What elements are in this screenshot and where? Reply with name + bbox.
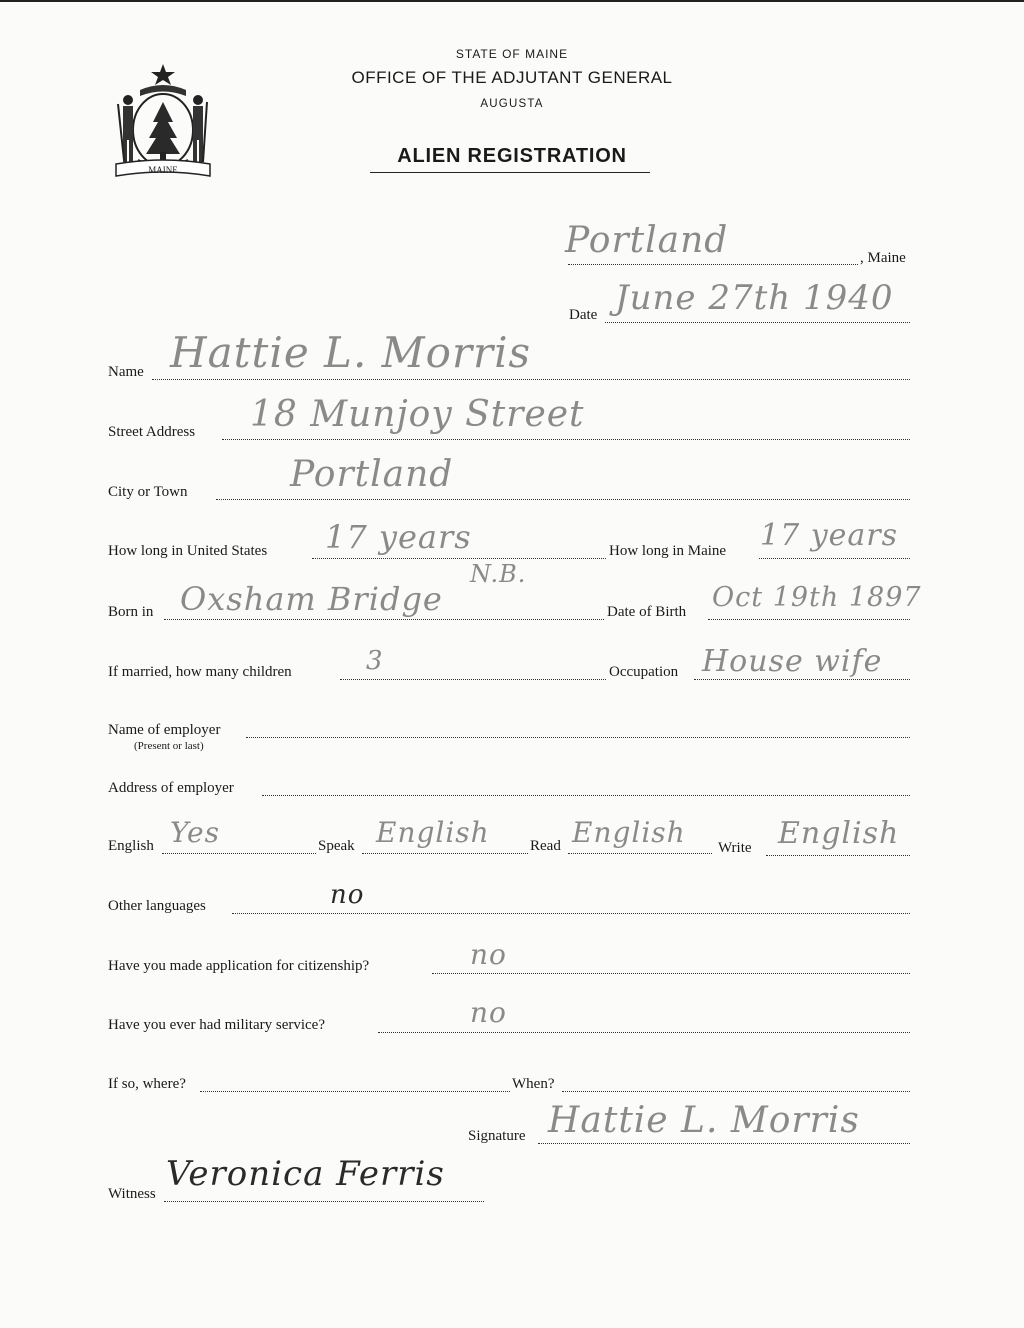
- other-languages-label: Other languages: [108, 898, 206, 914]
- street-address-label: Street Address: [108, 424, 196, 440]
- how-long-us-label: How long in United States: [108, 543, 268, 559]
- employer-name-label: Name of employer: [108, 722, 221, 738]
- write-value: English: [778, 816, 900, 851]
- born-in-value: Oxsham Bridge: [180, 580, 443, 618]
- children-line: [340, 679, 606, 680]
- city-value: Portland: [290, 454, 454, 495]
- seal-banner-text: MAINE: [148, 165, 178, 175]
- when-label: When?: [512, 1076, 555, 1092]
- born-in-note: N.B.: [470, 560, 527, 588]
- date-value: June 27th 1940: [615, 278, 894, 318]
- citizenship-line: [432, 973, 910, 974]
- how-long-maine-label: How long in Maine: [609, 543, 727, 559]
- title-underline: [370, 172, 650, 173]
- employer-address-label: Address of employer: [108, 780, 234, 796]
- other-languages-value: no: [330, 880, 365, 910]
- english-line: [162, 853, 316, 854]
- military-label: Have you ever had military service?: [108, 1017, 325, 1033]
- children-value: 3: [366, 646, 384, 676]
- when-line: [562, 1091, 910, 1092]
- other-languages-line: [232, 913, 910, 914]
- street-address-line: [222, 439, 910, 440]
- place-value: Portland: [565, 220, 729, 261]
- maine-label: , Maine: [860, 250, 906, 266]
- state-seal-icon: [110, 60, 216, 190]
- occupation-line: [694, 679, 910, 680]
- form-title: ALIEN REGISTRATION: [397, 145, 627, 167]
- employer-name-line: [246, 737, 910, 738]
- header-city: AUGUSTA: [480, 98, 544, 110]
- witness-line: [164, 1201, 484, 1202]
- english-value: Yes: [170, 816, 220, 849]
- occupation-value: House wife: [702, 644, 883, 679]
- date-line: [605, 322, 910, 323]
- military-value: no: [470, 996, 507, 1029]
- children-label: If married, how many children: [108, 664, 292, 680]
- write-line: [766, 855, 910, 856]
- date-of-birth-value: Oct 19th 1897: [712, 582, 922, 613]
- date-of-birth-line: [708, 619, 910, 620]
- header-office: OFFICE OF THE ADJUTANT GENERAL: [351, 68, 673, 87]
- city-line: [216, 499, 910, 500]
- signature-label: Signature: [468, 1128, 526, 1144]
- how-long-us-line: [312, 558, 606, 559]
- read-value: English: [572, 816, 686, 849]
- speak-line: [362, 853, 528, 854]
- citizenship-value: no: [470, 938, 507, 971]
- if-so-where-line: [200, 1091, 510, 1092]
- if-so-where-label: If so, where?: [108, 1076, 186, 1092]
- name-value: Hattie L. Morris: [170, 328, 532, 377]
- military-line: [378, 1032, 910, 1033]
- born-in-line: [164, 619, 604, 620]
- name-line: [152, 379, 910, 380]
- name-label: Name: [108, 364, 144, 380]
- header-state: STATE OF MAINE: [455, 47, 569, 61]
- born-in-label: Born in: [108, 604, 154, 620]
- date-label: Date: [569, 307, 598, 323]
- how-long-maine-line: [759, 558, 910, 559]
- witness-value: Veronica Ferris: [166, 1154, 445, 1194]
- read-line: [568, 853, 712, 854]
- place-line: [568, 264, 858, 265]
- speak-value: English: [376, 816, 490, 849]
- how-long-us-value: 17 years: [325, 518, 472, 556]
- speak-label: Speak: [318, 838, 355, 854]
- street-address-value: 18 Munjoy Street: [250, 394, 585, 435]
- witness-label: Witness: [108, 1186, 156, 1202]
- city-label: City or Town: [108, 484, 188, 500]
- occupation-label: Occupation: [609, 664, 679, 680]
- signature-line: [538, 1143, 910, 1144]
- employer-address-line: [262, 795, 910, 796]
- english-label: English: [108, 838, 154, 854]
- signature-value: Hattie L. Morris: [548, 1100, 860, 1141]
- write-label: Write: [718, 840, 752, 856]
- employer-name-sublabel: (Present or last): [134, 740, 204, 752]
- citizenship-label: Have you made application for citizenship?: [108, 958, 370, 974]
- date-of-birth-label: Date of Birth: [607, 604, 687, 620]
- read-label: Read: [530, 838, 561, 854]
- how-long-maine-value: 17 years: [760, 518, 899, 553]
